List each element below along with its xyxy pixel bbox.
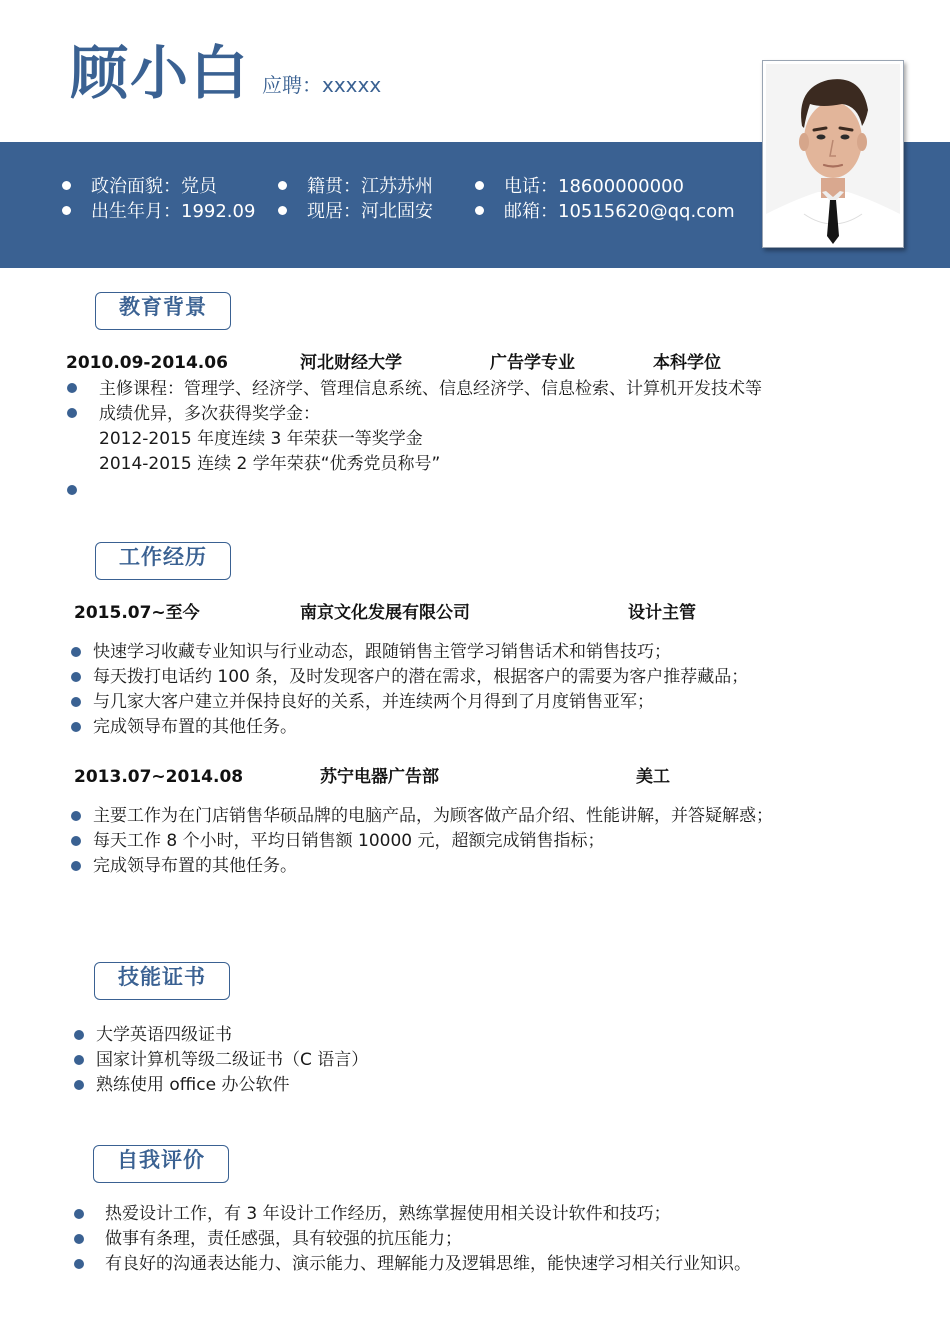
skill-item: 国家计算机等级二级证书（C 语言） <box>96 1050 369 1070</box>
info-hometown: 籍贯：江苏苏州 <box>278 175 433 199</box>
info-phone: 电话：18600000000 <box>475 175 684 199</box>
info-email: 邮箱：10515620@qq.com <box>475 200 735 224</box>
job-duty: 与几家大客户建立并保持良好的关系，并连续两个月得到了月度销售亚军； <box>93 692 654 712</box>
bullet-icon <box>71 811 81 821</box>
job-duty: 完成领导布置的其他任务。 <box>93 717 297 737</box>
section-title-education: 教育背景 <box>95 292 231 330</box>
bullet-icon <box>278 206 287 215</box>
section-title-work: 工作经历 <box>95 542 231 580</box>
bullet-icon <box>74 1055 84 1065</box>
bullet-icon <box>74 1234 84 1244</box>
bullet-icon <box>62 181 71 190</box>
education-honor-item: 2014-2015 连续 2 学年荣获“优秀党员称号” <box>99 454 441 474</box>
skill-item: 大学英语四级证书 <box>96 1025 232 1045</box>
education-courses: 主修课程：管理学、经济学、管理信息系统、信息经济学、信息检索、计算机开发技术等 <box>99 379 762 399</box>
bullet-icon <box>71 861 81 871</box>
candidate-name: 顾小白 <box>70 39 251 107</box>
bullet-icon <box>71 697 81 707</box>
bullet-icon <box>475 181 484 190</box>
info-political: 政治面貌：党员 <box>62 175 217 199</box>
bullet-icon <box>62 206 71 215</box>
bullet-icon <box>71 722 81 732</box>
bullet-icon <box>67 383 77 393</box>
education-honor-item: 2012-2015 年度连续 3 年荣获一等奖学金 <box>99 429 423 449</box>
apply-position: 应聘：xxxxx <box>262 73 382 97</box>
bullet-icon <box>74 1030 84 1040</box>
education-degree: 本科学位 <box>653 353 721 373</box>
job-period: 2013.07~2014.08 <box>74 767 244 787</box>
job-period: 2015.07~至今 <box>74 603 200 623</box>
section-title-self-evaluation: 自我评价 <box>93 1145 229 1183</box>
info-birth: 出生年月：1992.09 <box>62 200 255 224</box>
bullet-icon <box>71 647 81 657</box>
profile-photo-frame <box>762 60 904 248</box>
profile-photo <box>766 64 900 244</box>
job-role: 美工 <box>636 767 670 787</box>
bullet-icon <box>475 206 484 215</box>
section-title-skills: 技能证书 <box>94 962 230 1000</box>
education-school: 河北财经大学 <box>300 353 402 373</box>
education-period: 2010.09-2014.06 <box>66 353 228 373</box>
bullet-icon <box>67 408 77 418</box>
job-company: 苏宁电器广告部 <box>320 767 439 787</box>
bullet-icon <box>74 1080 84 1090</box>
self-evaluation-item: 有良好的沟通表达能力、演示能力、理解能力及逻辑思维，能快速学习相关行业知识。 <box>105 1254 751 1274</box>
skill-item: 熟练使用 office 办公软件 <box>96 1075 290 1095</box>
bullet-icon <box>67 485 77 495</box>
bullet-icon <box>71 672 81 682</box>
self-evaluation-item: 做事有条理，责任感强，具有较强的抗压能力； <box>105 1229 462 1249</box>
job-duty: 主要工作为在门店销售华硕品牌的电脑产品，为顾客做产品介绍、性能讲解，并答疑解惑； <box>93 806 773 826</box>
job-duty: 每天工作 8 个小时，平均日销售额 10000 元，超额完成销售指标； <box>93 831 605 851</box>
job-role: 设计主管 <box>628 603 696 623</box>
info-residence: 现居：河北固安 <box>278 200 433 224</box>
bullet-icon <box>278 181 287 190</box>
bullet-icon <box>74 1209 84 1219</box>
job-company: 南京文化发展有限公司 <box>300 603 470 623</box>
education-major: 广告学专业 <box>490 353 575 373</box>
bullet-icon <box>74 1259 84 1269</box>
job-duty: 快速学习收藏专业知识与行业动态，跟随销售主管学习销售话术和销售技巧； <box>93 642 671 662</box>
education-honors: 成绩优异，多次获得奖学金： <box>99 404 320 424</box>
bullet-icon <box>71 836 81 846</box>
self-evaluation-item: 热爱设计工作，有 3 年设计工作经历，熟练掌握使用相关设计软件和技巧； <box>105 1204 671 1224</box>
job-duty: 完成领导布置的其他任务。 <box>93 856 297 876</box>
job-duty: 每天拨打电话约 100 条，及时发现客户的潜在需求，根据客户的需要为客户推荐藏品； <box>93 667 749 687</box>
